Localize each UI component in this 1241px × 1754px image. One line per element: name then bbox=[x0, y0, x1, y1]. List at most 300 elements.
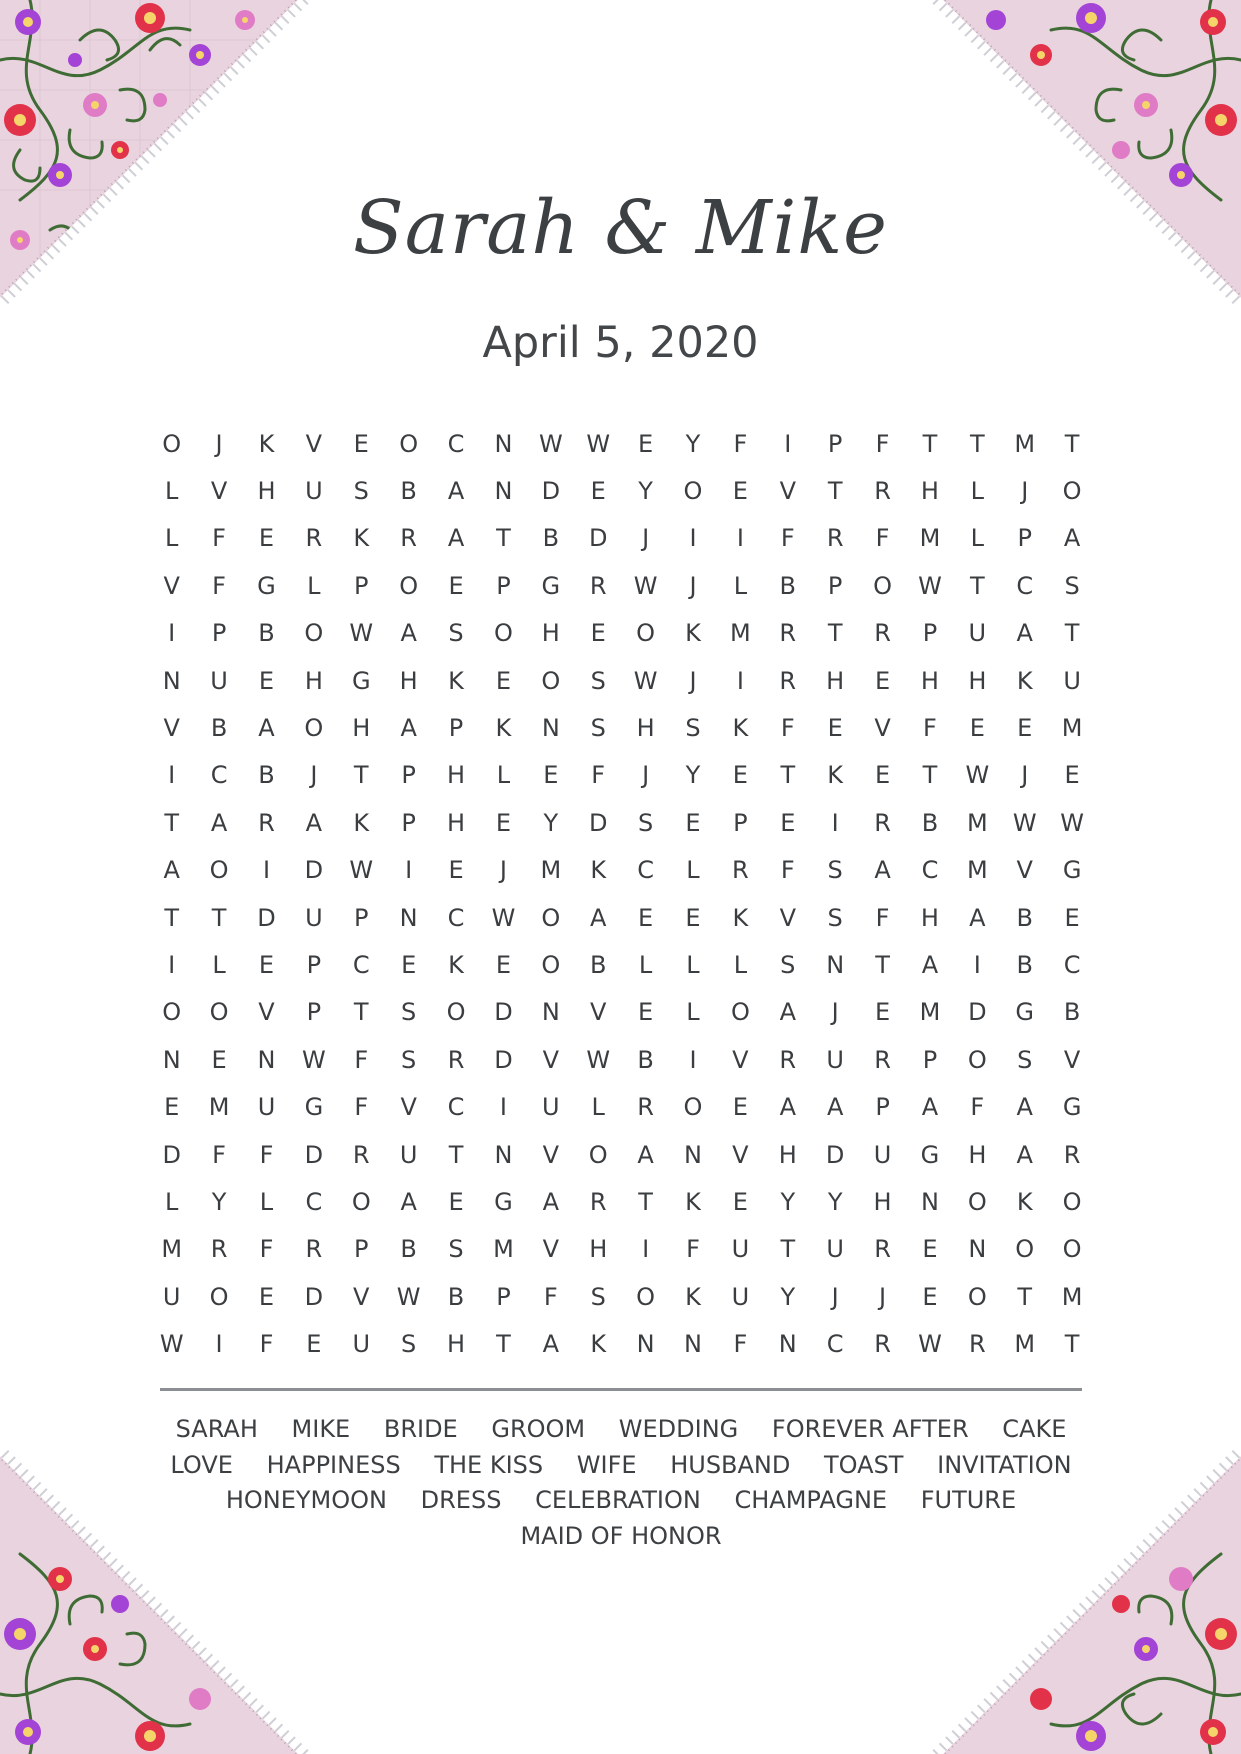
grid-letter: M bbox=[966, 856, 988, 885]
grid-letter: P bbox=[922, 619, 938, 648]
grid-letter: D bbox=[825, 1140, 845, 1169]
grid-letter: E bbox=[258, 1282, 275, 1311]
grid-letter: W bbox=[349, 856, 374, 885]
grid-letter: V bbox=[210, 477, 228, 506]
grid-letter: N bbox=[494, 429, 513, 458]
grid-letter: T bbox=[211, 903, 227, 932]
grid-letter: R bbox=[968, 1330, 986, 1359]
grid-letter: W bbox=[1012, 808, 1037, 837]
grid-letter: V bbox=[590, 998, 607, 1027]
word-list-item: DRESS bbox=[420, 1486, 502, 1514]
grid-letter: V bbox=[779, 903, 796, 932]
grid-letter: G bbox=[494, 1187, 513, 1216]
grid-letter: I bbox=[736, 524, 744, 553]
grid-letter: N bbox=[826, 950, 845, 979]
grid-letter: O bbox=[541, 950, 561, 979]
grid-letter: C bbox=[352, 950, 370, 979]
word-list-item: FUTURE bbox=[920, 1486, 1017, 1514]
grid-letter: H bbox=[352, 714, 371, 743]
grid-letter: Y bbox=[543, 808, 559, 837]
grid-letter: R bbox=[305, 524, 323, 553]
grid-letter: R bbox=[305, 1235, 323, 1264]
grid-letter: B bbox=[258, 761, 275, 790]
grid-letter: V bbox=[542, 1045, 560, 1074]
grid-letter: F bbox=[970, 1093, 985, 1122]
grid-letter: T bbox=[1064, 1330, 1080, 1359]
grid-letter: F bbox=[212, 1140, 226, 1169]
grid-letter: N bbox=[399, 903, 418, 932]
grid-letter: B bbox=[1016, 903, 1033, 932]
grid-letter: V bbox=[1016, 856, 1033, 885]
grid-letter: O bbox=[967, 1187, 987, 1216]
grid-letter: U bbox=[305, 903, 323, 932]
grid-letter: O bbox=[351, 1187, 371, 1216]
grid-letter: T bbox=[922, 761, 938, 790]
word-list-item: HAPPINESS bbox=[266, 1450, 401, 1479]
grid-letter: N bbox=[162, 1045, 181, 1074]
grid-letter: J bbox=[689, 666, 697, 695]
grid-letter: E bbox=[780, 808, 796, 837]
word-list-item: WEDDING bbox=[618, 1415, 739, 1443]
grid-letter: K bbox=[448, 666, 464, 695]
grid-letter: P bbox=[306, 950, 322, 979]
grid-letter: O bbox=[541, 666, 561, 695]
grid-letter: F bbox=[354, 1093, 369, 1122]
word-list-item: GROOM bbox=[491, 1415, 586, 1443]
grid-letter: T bbox=[353, 998, 369, 1027]
grid-letter: V bbox=[353, 1282, 370, 1311]
grid-letter: O bbox=[541, 903, 561, 932]
grid-letter: L bbox=[686, 998, 700, 1027]
grid-letter: E bbox=[685, 903, 701, 932]
grid-letter: T bbox=[353, 761, 369, 790]
grid-letter: P bbox=[354, 571, 369, 600]
grid-letter: F bbox=[354, 1045, 369, 1074]
grid-letter: G bbox=[541, 571, 561, 600]
grid-letter: O bbox=[304, 714, 324, 743]
grid-letter: F bbox=[259, 1235, 274, 1264]
grid-letter: E bbox=[969, 714, 985, 743]
grid-letter: J bbox=[642, 761, 650, 790]
grid-letter: E bbox=[1064, 903, 1080, 932]
grid-letter: B bbox=[637, 1045, 654, 1074]
word-list-item: MIKE bbox=[291, 1415, 351, 1443]
grid-letter: L bbox=[686, 950, 700, 979]
grid-letter: A bbox=[1063, 524, 1081, 553]
grid-letter: I bbox=[973, 950, 981, 979]
grid-letter: W bbox=[159, 1330, 184, 1359]
grid-letter: V bbox=[732, 1045, 749, 1074]
grid-letter: I bbox=[831, 808, 839, 837]
grid-letter: G bbox=[351, 666, 371, 695]
grid-letter: T bbox=[970, 571, 985, 600]
grid-letter: O bbox=[967, 1282, 987, 1311]
grid-letter: F bbox=[733, 429, 748, 458]
grid-letter: N bbox=[162, 666, 181, 695]
grid-letter: J bbox=[831, 1282, 839, 1311]
grid-letter: C bbox=[447, 1093, 465, 1122]
grid-letter: R bbox=[874, 619, 891, 648]
grid-letter: E bbox=[401, 950, 417, 979]
grid-letter: W bbox=[633, 666, 658, 695]
grid-letter: T bbox=[780, 761, 796, 790]
grid-letter: W bbox=[918, 571, 942, 600]
grid-letter: B bbox=[210, 714, 228, 743]
grid-letter: A bbox=[305, 808, 323, 837]
grid-letter: W bbox=[538, 429, 563, 458]
grid-letter: V bbox=[163, 571, 180, 600]
grid-letter: L bbox=[496, 761, 511, 790]
grid-letter: P bbox=[733, 808, 748, 837]
grid-letter: Y bbox=[780, 1187, 796, 1216]
grid-letter: U bbox=[968, 619, 987, 648]
grid-letter: G bbox=[920, 1140, 940, 1169]
grid-letter: M bbox=[208, 1093, 230, 1122]
grid-letter: H bbox=[636, 714, 655, 743]
grid-letter: H bbox=[447, 761, 466, 790]
grid-letter: H bbox=[968, 666, 987, 695]
grid-letter: S bbox=[1017, 1045, 1033, 1074]
grid-letter: D bbox=[588, 524, 608, 553]
grid-letter: P bbox=[496, 571, 511, 600]
grid-letter: T bbox=[875, 950, 890, 979]
grid-letter: A bbox=[258, 714, 275, 743]
grid-letter: L bbox=[307, 571, 321, 600]
grid-letter: H bbox=[778, 1140, 797, 1169]
grid-letter: K bbox=[827, 761, 844, 790]
grid-letter: O bbox=[683, 477, 703, 506]
grid-letter: N bbox=[636, 1330, 655, 1359]
grid-letter: A bbox=[1016, 1140, 1033, 1169]
grid-letter: G bbox=[1062, 856, 1082, 885]
grid-letter: W bbox=[1060, 808, 1084, 837]
grid-letter: T bbox=[164, 903, 180, 932]
grid-letter: U bbox=[542, 1093, 560, 1122]
grid-letter: H bbox=[968, 1140, 987, 1169]
grid-letter: R bbox=[1063, 1140, 1081, 1169]
grid-letter: K bbox=[590, 856, 607, 885]
grid-letter: F bbox=[780, 524, 795, 553]
grid-letter: A bbox=[400, 1187, 417, 1216]
grid-letter: M bbox=[161, 1235, 183, 1264]
word-list-item: CHAMPAGNE bbox=[734, 1486, 888, 1514]
grid-letter: T bbox=[1064, 429, 1080, 458]
grid-letter: S bbox=[401, 998, 417, 1027]
grid-letter: D bbox=[257, 903, 276, 932]
grid-letter: P bbox=[211, 619, 227, 648]
grid-letter: E bbox=[211, 1045, 227, 1074]
grid-letter: V bbox=[258, 998, 275, 1027]
grid-letter: R bbox=[637, 1093, 654, 1122]
grid-letter: I bbox=[499, 1093, 507, 1122]
grid-letter: H bbox=[447, 808, 466, 837]
grid-letter: O bbox=[967, 1045, 987, 1074]
word-list-item: HONEYMOON bbox=[225, 1486, 387, 1514]
grid-letter: N bbox=[684, 1330, 702, 1359]
grid-letter: Y bbox=[638, 477, 653, 506]
grid-letter: O bbox=[1062, 1187, 1082, 1216]
grid-letter: U bbox=[873, 1140, 892, 1169]
grid-letter: U bbox=[1063, 666, 1081, 695]
grid-letter: L bbox=[591, 1093, 605, 1122]
grid-letter: G bbox=[257, 571, 276, 600]
grid-letter: H bbox=[873, 1187, 892, 1216]
grid-letter: F bbox=[780, 856, 795, 885]
grid-letter: U bbox=[826, 1235, 844, 1264]
grid-letter: E bbox=[495, 666, 512, 695]
grid-letter: N bbox=[778, 1330, 797, 1359]
grid-letter: D bbox=[304, 856, 324, 885]
grid-letter: V bbox=[874, 714, 891, 743]
grid-letter: D bbox=[494, 1045, 513, 1074]
grid-letter: E bbox=[732, 1093, 748, 1122]
grid-letter: W bbox=[965, 761, 990, 790]
grid-letter: B bbox=[779, 571, 796, 600]
grid-letter: M bbox=[919, 998, 941, 1027]
grid-letter: R bbox=[589, 1187, 607, 1216]
grid-letter: J bbox=[642, 524, 650, 553]
grid-letter: J bbox=[1021, 477, 1029, 506]
grid-letter: D bbox=[304, 1282, 324, 1311]
grid-letter: P bbox=[1017, 524, 1032, 553]
grid-letter: J bbox=[215, 429, 223, 458]
grid-letter: A bbox=[1016, 619, 1033, 648]
word-list-item: BRIDE bbox=[383, 1415, 458, 1443]
grid-letter: M bbox=[1061, 1282, 1083, 1311]
grid-letter: S bbox=[448, 619, 464, 648]
grid-letter: H bbox=[304, 666, 323, 695]
grid-letter: T bbox=[780, 1235, 796, 1264]
grid-letter: I bbox=[168, 619, 176, 648]
grid-letter: C bbox=[921, 856, 939, 885]
grid-letter: S bbox=[590, 666, 606, 695]
grid-letter: O bbox=[162, 998, 182, 1027]
grid-letter: E bbox=[590, 477, 606, 506]
grid-letter: I bbox=[262, 856, 271, 885]
grid-letter: I bbox=[689, 1045, 697, 1074]
grid-letter: K bbox=[685, 1282, 701, 1311]
grid-letter: L bbox=[165, 1187, 179, 1216]
grid-letter: N bbox=[257, 1045, 276, 1074]
grid-letter: B bbox=[400, 1235, 417, 1264]
grid-letter: O bbox=[636, 1282, 656, 1311]
grid-letter: I bbox=[736, 666, 744, 695]
grid-letter: O bbox=[399, 571, 419, 600]
grid-letter: V bbox=[400, 1093, 417, 1122]
grid-letter: V bbox=[1063, 1045, 1081, 1074]
grid-letter: A bbox=[542, 1187, 560, 1216]
grid-letter: J bbox=[879, 1282, 887, 1311]
grid-letter: U bbox=[352, 1330, 371, 1359]
word-list-item: TOAST bbox=[824, 1450, 904, 1479]
grid-letter: F bbox=[875, 524, 890, 553]
grid-letter: R bbox=[779, 1045, 797, 1074]
grid-letter: I bbox=[689, 524, 697, 553]
grid-letter: G bbox=[1015, 998, 1035, 1027]
grid-letter: O bbox=[873, 571, 892, 600]
grid-letter: R bbox=[779, 666, 797, 695]
grid-letter: S bbox=[353, 477, 369, 506]
grid-letter: L bbox=[259, 1187, 274, 1216]
grid-letter: E bbox=[306, 1330, 322, 1359]
floral-corner-top-right bbox=[921, 0, 1241, 320]
grid-letter: I bbox=[405, 856, 413, 885]
grid-letter: M bbox=[730, 619, 751, 648]
grid-letter: L bbox=[733, 571, 748, 600]
grid-letter: A bbox=[874, 856, 891, 885]
divider-line bbox=[160, 1388, 1082, 1391]
grid-letter: O bbox=[1062, 477, 1082, 506]
grid-letter: M bbox=[540, 856, 562, 885]
grid-letter: A bbox=[637, 1140, 654, 1169]
grid-letter: C bbox=[447, 903, 465, 932]
grid-letter: P bbox=[401, 761, 416, 790]
grid-letter: N bbox=[920, 1187, 939, 1216]
grid-letter: A bbox=[1016, 1093, 1033, 1122]
grid-letter: P bbox=[306, 998, 322, 1027]
grid-letter: C bbox=[637, 856, 654, 885]
grid-letter: F bbox=[591, 761, 606, 790]
grid-letter: W bbox=[396, 1282, 421, 1311]
word-list-item: INVITATION bbox=[937, 1450, 1072, 1479]
grid-letter: A bbox=[447, 477, 465, 506]
word-search-grid bbox=[148, 420, 1096, 1368]
grid-letter: E bbox=[732, 761, 748, 790]
grid-letter: M bbox=[1014, 1330, 1036, 1359]
word-list-item: WIFE bbox=[576, 1450, 637, 1479]
grid-letter: E bbox=[448, 1187, 464, 1216]
grid-letter: C bbox=[1063, 950, 1081, 979]
grid-letter: N bbox=[541, 714, 560, 743]
grid-letter: A bbox=[921, 1093, 939, 1122]
grid-letter: U bbox=[826, 1045, 844, 1074]
grid-letter: I bbox=[215, 1330, 223, 1359]
grid-letter: Y bbox=[211, 1187, 227, 1216]
grid-letter: S bbox=[401, 1330, 417, 1359]
grid-letter: E bbox=[1064, 761, 1080, 790]
grid-letter: H bbox=[257, 477, 276, 506]
grid-letter: E bbox=[732, 1187, 748, 1216]
grid-letter: U bbox=[257, 1093, 276, 1122]
grid-letter: S bbox=[685, 714, 701, 743]
grid-letter: K bbox=[258, 429, 275, 458]
word-list-item: HUSBAND bbox=[670, 1450, 791, 1479]
grid-letter: T bbox=[922, 429, 938, 458]
grid-letter: F bbox=[875, 429, 890, 458]
word-list-item: FOREVER AFTER bbox=[771, 1415, 969, 1443]
grid-letter: V bbox=[542, 1235, 560, 1264]
grid-letter: R bbox=[400, 524, 417, 553]
grid-letter: T bbox=[448, 1140, 464, 1169]
grid-letter: O bbox=[588, 1140, 608, 1169]
grid-letter: B bbox=[447, 1282, 465, 1311]
grid-letter: O bbox=[209, 1282, 229, 1311]
grid-letter: K bbox=[1016, 666, 1033, 695]
grid-letter: F bbox=[686, 1235, 700, 1264]
grid-letter: H bbox=[589, 1235, 608, 1264]
grid-letter: F bbox=[259, 1330, 274, 1359]
grid-letter: B bbox=[542, 524, 560, 553]
grid-letter: K bbox=[448, 950, 464, 979]
grid-letter: W bbox=[302, 1045, 326, 1074]
grid-letter: R bbox=[352, 1140, 370, 1169]
grid-letter: S bbox=[448, 1235, 464, 1264]
grid-letter: T bbox=[496, 1330, 511, 1359]
grid-letter: D bbox=[162, 1140, 181, 1169]
grid-letter: B bbox=[921, 808, 939, 837]
grid-letter: L bbox=[212, 950, 226, 979]
grid-letter: P bbox=[401, 808, 416, 837]
grid-letter: T bbox=[496, 524, 511, 553]
grid-letter: I bbox=[168, 761, 176, 790]
grid-letter: A bbox=[779, 1093, 796, 1122]
grid-letter: A bbox=[779, 998, 796, 1027]
grid-letter: V bbox=[732, 1140, 749, 1169]
word-list bbox=[150, 1412, 1092, 1554]
grid-letter: F bbox=[543, 1282, 558, 1311]
grid-letter: O bbox=[636, 619, 656, 648]
floral-corner-top-left bbox=[0, 0, 320, 320]
grid-letter: E bbox=[258, 666, 275, 695]
grid-letter: O bbox=[446, 998, 466, 1027]
grid-letter: R bbox=[874, 1330, 891, 1359]
grid-letter: E bbox=[922, 1282, 938, 1311]
grid-letter: E bbox=[874, 998, 891, 1027]
grid-letter: A bbox=[826, 1093, 844, 1122]
grid-letter: N bbox=[968, 1235, 987, 1264]
grid-letter: T bbox=[827, 477, 843, 506]
grid-letter: O bbox=[730, 998, 750, 1027]
grid-letter: E bbox=[874, 761, 891, 790]
grid-letter: P bbox=[354, 1235, 369, 1264]
grid-letter: J bbox=[310, 761, 318, 790]
grid-letter: E bbox=[638, 429, 654, 458]
grid-letter: V bbox=[779, 477, 796, 506]
grid-letter: R bbox=[258, 808, 275, 837]
grid-letter: E bbox=[638, 998, 654, 1027]
grid-letter: S bbox=[827, 903, 843, 932]
grid-letter: D bbox=[541, 477, 561, 506]
grid-letter: Y bbox=[827, 1187, 843, 1216]
grid-letter: U bbox=[305, 477, 323, 506]
grid-letter: O bbox=[304, 619, 324, 648]
grid-letter: H bbox=[447, 1330, 466, 1359]
grid-letter: J bbox=[831, 998, 839, 1027]
word-list-item: CAKE bbox=[1002, 1415, 1067, 1443]
grid-letter: O bbox=[1015, 1235, 1035, 1264]
word-list-item: SARAH bbox=[175, 1415, 258, 1443]
grid-letter: E bbox=[638, 903, 654, 932]
grid-letter: O bbox=[162, 429, 182, 458]
grid-letter: C bbox=[447, 429, 465, 458]
grid-letter: B bbox=[589, 950, 607, 979]
grid-letter: R bbox=[732, 856, 749, 885]
grid-letter: K bbox=[732, 903, 749, 932]
grid-letter: J bbox=[1021, 761, 1029, 790]
grid-letter: W bbox=[586, 1045, 611, 1074]
grid-letter: N bbox=[541, 998, 560, 1027]
grid-letter: J bbox=[499, 856, 507, 885]
grid-letter: L bbox=[165, 524, 179, 553]
grid-letter: M bbox=[966, 808, 988, 837]
grid-letter: W bbox=[349, 619, 374, 648]
grid-letter: W bbox=[586, 429, 611, 458]
grid-letter: P bbox=[496, 1282, 511, 1311]
grid-letter: J bbox=[689, 571, 697, 600]
grid-letter: W bbox=[491, 903, 516, 932]
grid-letter: U bbox=[162, 1282, 181, 1311]
grid-letter: G bbox=[304, 1093, 324, 1122]
